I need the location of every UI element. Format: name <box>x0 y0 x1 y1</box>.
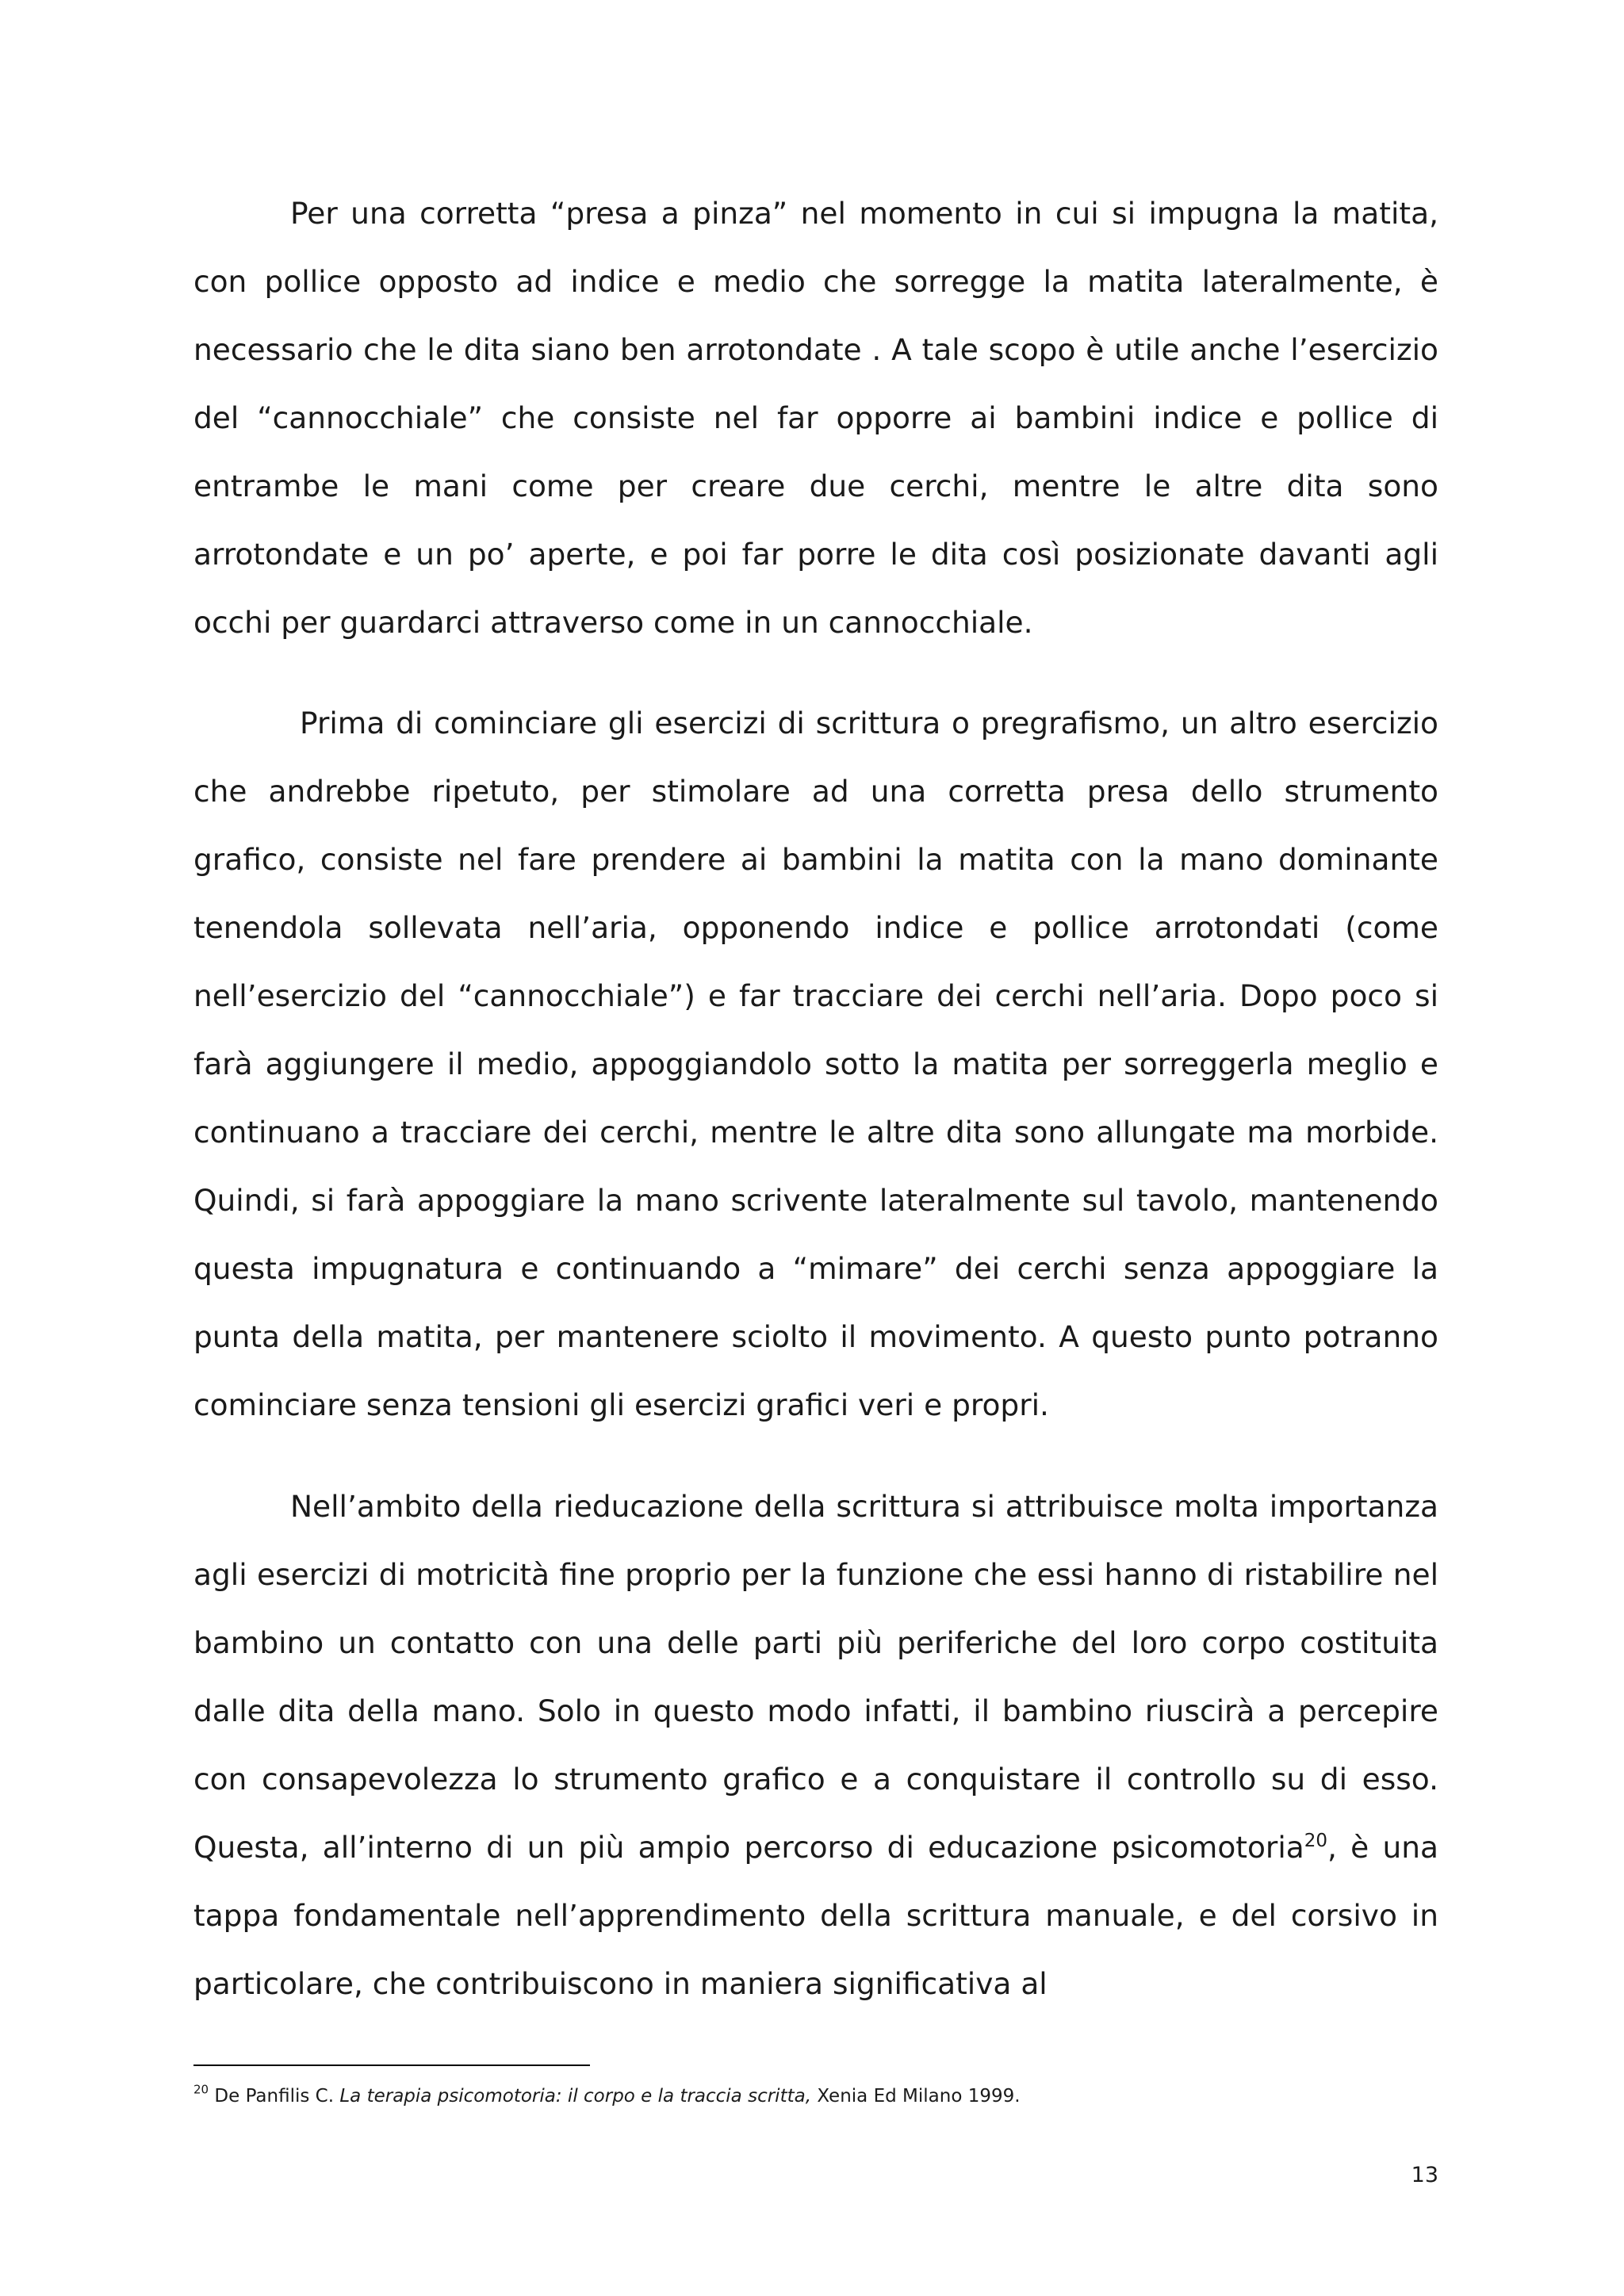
footnote <box>193 2082 1438 2110</box>
paragraph-3 <box>193 1472 1438 2018</box>
paragraph-1-text: Per una corretta “presa a pinza” nel momento in cui si impugna la matita, con pollice opposto ad indice e medio che sorregge la matita lateralmente, è necessario che le dita siano ben arrotondate . A tale scopo è utile anche l’esercizio del “cannocchiale” che consiste nel far opporre ai bambini indice e pollice di entrambe le mani come per creare due cerchi, mentre le altre dita sono arrotondate e un po’ aperte, e poi far porre le dita così posizionate davanti agli occhi per guardarci attraverso come in un cannocchiale. <box>193 196 1438 640</box>
footnote-author: De Panfilis C. <box>214 2086 335 2107</box>
paragraph-3-text-start: Nell’ambito della rieducazione della scrittura si attribuisce molta importanza agli esercizi di motricità fine proprio per la funzione che essi hanno di ristabilire nel bambino un contatto con una delle parti più periferiche del loro corpo costituita dalle dita della mano. Solo in questo modo infatti, il bambino riuscirà a percepire con consapevolezza lo strumento grafico e a conquistare il controllo su di esso. Questa, all’interno di un più ampio percorso di educazione psicomotoria <box>193 1489 1438 1865</box>
footnote-separator <box>193 2064 590 2066</box>
footnote-publisher: Xenia Ed Milano 1999. <box>817 2086 1021 2107</box>
paragraph-1 <box>193 179 1438 656</box>
footnote-title: La terapia psicomotoria: il corpo e la traccia scritta, <box>339 2086 812 2107</box>
paragraph-2 <box>193 689 1438 1439</box>
footnote-number: 20 <box>193 2082 209 2097</box>
page-number: 13 <box>1411 2163 1438 2187</box>
paragraph-3-text-end: , è una tappa fondamentale nell’apprendimento della scrittura manuale, e del corsivo in particolare, che contribuiscono in maniera significativa al <box>193 1830 1438 2001</box>
footnote-reference[interactable]: 20 <box>1304 1830 1327 1851</box>
paragraph-2-text: Prima di cominciare gli esercizi di scrittura o pregrafismo, un altro esercizio che andrebbe ripetuto, per stimolare ad una corretta presa dello strumento grafico, consiste nel fare prendere ai bambini la matita con la mano dominante tenendola sollevata nell’aria, opponendo indice e pollice arrotondati (come nell’esercizio del “cannocchiale”) e far tracciare dei cerchi nell’aria. Dopo poco si farà aggiungere il medio, appoggiandolo sotto la matita per sorreggerla meglio e continuano a tracciare dei cerchi, mentre le altre dita sono allungate ma morbide. Quindi, si farà appoggiare la mano scrivente lateralmente sul tavolo, mantenendo questa impugnatura e continuando a “mimare” dei cerchi senza appoggiare la punta della matita, per mantenere sciolto il movimento. A questo punto potranno cominciare senza tensioni gli esercizi grafici veri e propri. <box>193 706 1438 1422</box>
